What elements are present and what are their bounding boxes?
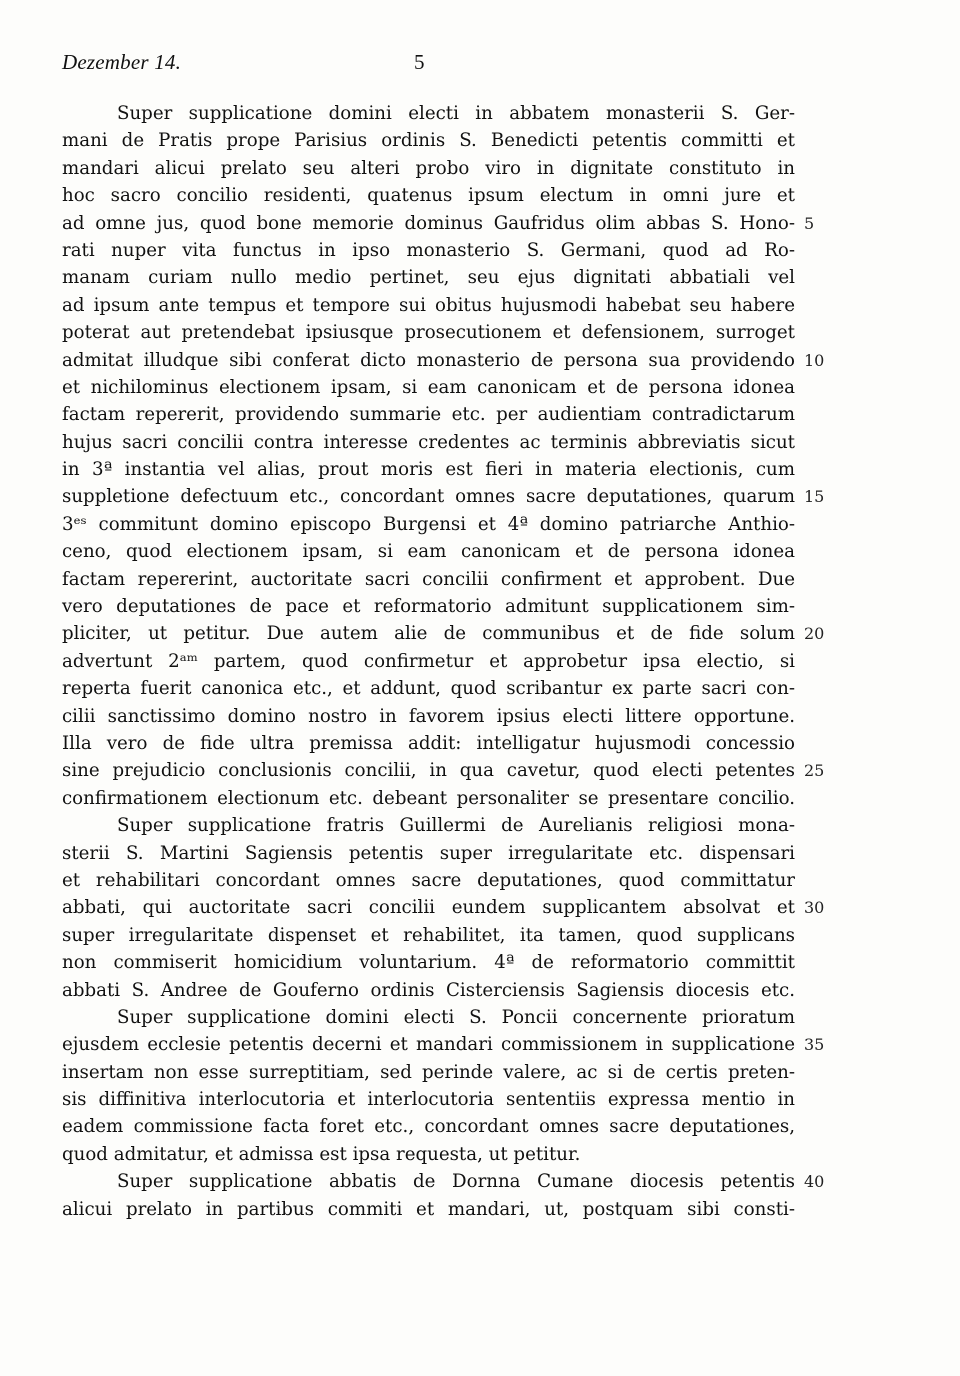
line-text: Super supplicatione domini electi in abbatem monasterii S. Ger- [117, 103, 795, 124]
line-text: reperta fuerit canonica etc., et addunt, quod scribantur ex parte sacri con- [62, 678, 795, 700]
line-text: ad ipsum ante tempus et tempore sui obitus hujusmodi habebat seu habere [62, 294, 795, 316]
text-line [62, 648, 912, 675]
line-text: et rehabilitari concordant omnes sacre deputationes, quod committatur [62, 869, 795, 891]
line-number: 20 [804, 624, 825, 644]
line-text: Super supplicatione domini electi S. Poncii concernente prioratum [117, 1006, 795, 1028]
line-text: Illa vero de fide ultra premissa addit: intelligatur hujusmodi concessio [62, 732, 795, 754]
text-line [62, 1031, 912, 1058]
text-line [62, 483, 912, 510]
text-line [62, 922, 912, 949]
text-line [62, 785, 912, 812]
text-line [62, 894, 912, 921]
text-line [62, 812, 912, 839]
text-line [62, 155, 912, 182]
text-line [62, 1059, 912, 1086]
text-line [62, 1113, 912, 1140]
line-number: 30 [804, 898, 825, 918]
text-line [62, 977, 912, 1004]
line-text: non commiserit homicidium voluntarium. 4ª de reformatorio committit [62, 952, 795, 974]
text-line [62, 1196, 912, 1223]
text-line [62, 347, 912, 374]
text-line [62, 730, 912, 757]
line-text: factam repererint, auctoritate sacri concilii confirment et approbent. Due [62, 568, 795, 590]
text-line [62, 867, 912, 894]
line-text: eadem commissione facta foret etc., concordant omnes sacre deputationes, [62, 1116, 795, 1138]
line-text: ad omne jus, quod bone memorie dominus Gaufridus olim abbas S. Hono- [62, 212, 795, 234]
line-text: sis diffinitiva interlocutoria et interlocutoria sententiis expressa mentio in [62, 1089, 795, 1111]
text-line [62, 620, 912, 647]
text-line [62, 1141, 912, 1168]
line-text: poterat aut pretendebat ipsiusque prosecutionem et defensionem, surroget [62, 322, 795, 344]
line-text: confirmationem electionum etc. debeant personaliter se presentare concilio. [62, 787, 795, 809]
document-body [62, 100, 912, 1223]
text-line [62, 1168, 912, 1195]
line-text: Super supplicatione fratris Guillermi de Aurelianis religiosi mona- [117, 815, 795, 837]
text-line [62, 182, 912, 209]
line-text: factam repererit, providendo summarie etc. per audientiam contradictarum [62, 404, 795, 426]
text-line [62, 374, 912, 401]
line-text: 3ᵉˢ commitunt domino episcopo Burgensi et 4ª domino patriarche Anthio- [62, 513, 795, 535]
text-line [62, 100, 912, 127]
text-line [62, 1086, 912, 1113]
text-line [62, 264, 912, 291]
line-number: 35 [804, 1035, 825, 1055]
line-text: mani de Pratis prope Parisius ordinis S. Benedicti petentis committi et [62, 130, 795, 152]
line-text: pliciter, ut petitur. Due autem alie de communibus et de fide solum [62, 623, 795, 645]
text-line [62, 237, 912, 264]
line-text: manam curiam nullo medio pertinet, seu ejus dignitati abbatiali vel [62, 267, 795, 289]
text-line [62, 675, 912, 702]
line-text: alicui prelato in partibus commiti et mandari, ut, postquam sibi consti- [62, 1198, 795, 1220]
line-text: insertam non esse surreptitiam, sed perinde valere, ac si de certis preten- [62, 1061, 795, 1083]
text-line [62, 538, 912, 565]
text-line [62, 319, 912, 346]
text-line [62, 593, 912, 620]
page-header [62, 50, 802, 80]
text-line [62, 757, 912, 784]
text-line [62, 127, 912, 154]
line-text: cilii sanctissimo domino nostro in favorem ipsius electi littere opportune. [62, 705, 795, 727]
line-text: rati nuper vita functus in ipso monasterio S. Germani, quod ad Ro- [62, 239, 795, 261]
line-text: sterii S. Martini Sagiensis petentis super irregularitate etc. dispensari [62, 842, 795, 864]
line-text: admitat illudque sibi conferat dicto monasterio de persona sua providendo [62, 349, 795, 371]
text-line [62, 511, 912, 538]
line-number: 40 [804, 1172, 825, 1192]
line-number: 15 [804, 487, 825, 507]
line-text: hoc sacro concilio residenti, quatenus ipsum electum in omni jure et [62, 185, 795, 207]
line-number: 25 [804, 761, 825, 781]
line-text: vero deputationes de pace et reformatorio admitunt supplicationem sim- [62, 596, 795, 618]
text-line [62, 429, 912, 456]
line-text: super irregularitate dispenset et rehabilitet, ita tamen, quod supplicans [62, 924, 795, 946]
line-text: abbati, qui auctoritate sacri concilii eundem supplicantem absolvat et [62, 897, 795, 919]
line-text: Super supplicatione abbatis de Dornna Cumane diocesis petentis [117, 1171, 795, 1193]
text-line [62, 703, 912, 730]
text-line [62, 1004, 912, 1031]
line-text: sine prejudicio conclusionis concilii, in qua cavetur, quod electi petentes [62, 760, 795, 782]
text-line [62, 401, 912, 428]
line-number: 5 [804, 213, 815, 233]
line-text: hujus sacri concilii contra interesse credentes ac terminis abbreviatis sicut [62, 431, 795, 453]
line-text: ejusdem ecclesie petentis decerni et mandari commissionem in supplicatione [62, 1034, 795, 1056]
line-text: abbati S. Andree de Gouferno ordinis Cisterciensis Sagiensis diocesis etc. [62, 979, 795, 1001]
line-text: mandari alicui prelato seu alteri probo viro in dignitate constituto in [62, 157, 795, 179]
line-text: et nichilominus electionem ipsam, si eam canonicam et de persona idonea [62, 376, 795, 398]
text-line [62, 840, 912, 867]
text-line [62, 566, 912, 593]
line-text: in 3ª instantia vel alias, prout moris est fieri in materia electionis, cum [62, 459, 795, 481]
text-line [62, 456, 912, 483]
line-text: suppletione defectuum etc., concordant omnes sacre deputationes, quarum [62, 486, 795, 508]
line-text: advertunt 2ᵃᵐ partem, quod confirmetur et approbetur ipsa electio, si [62, 650, 795, 672]
line-text: ceno, quod electionem ipsam, si eam canonicam et de persona idonea [62, 541, 795, 563]
text-line [62, 292, 912, 319]
page-number: 5 [414, 50, 425, 74]
line-text: quod admitatur, et admissa est ipsa requesta, ut petitur. [62, 1143, 581, 1165]
text-line [62, 210, 912, 237]
running-title: Dezember 14. [62, 50, 182, 74]
text-line [62, 949, 912, 976]
line-number: 10 [804, 350, 825, 370]
